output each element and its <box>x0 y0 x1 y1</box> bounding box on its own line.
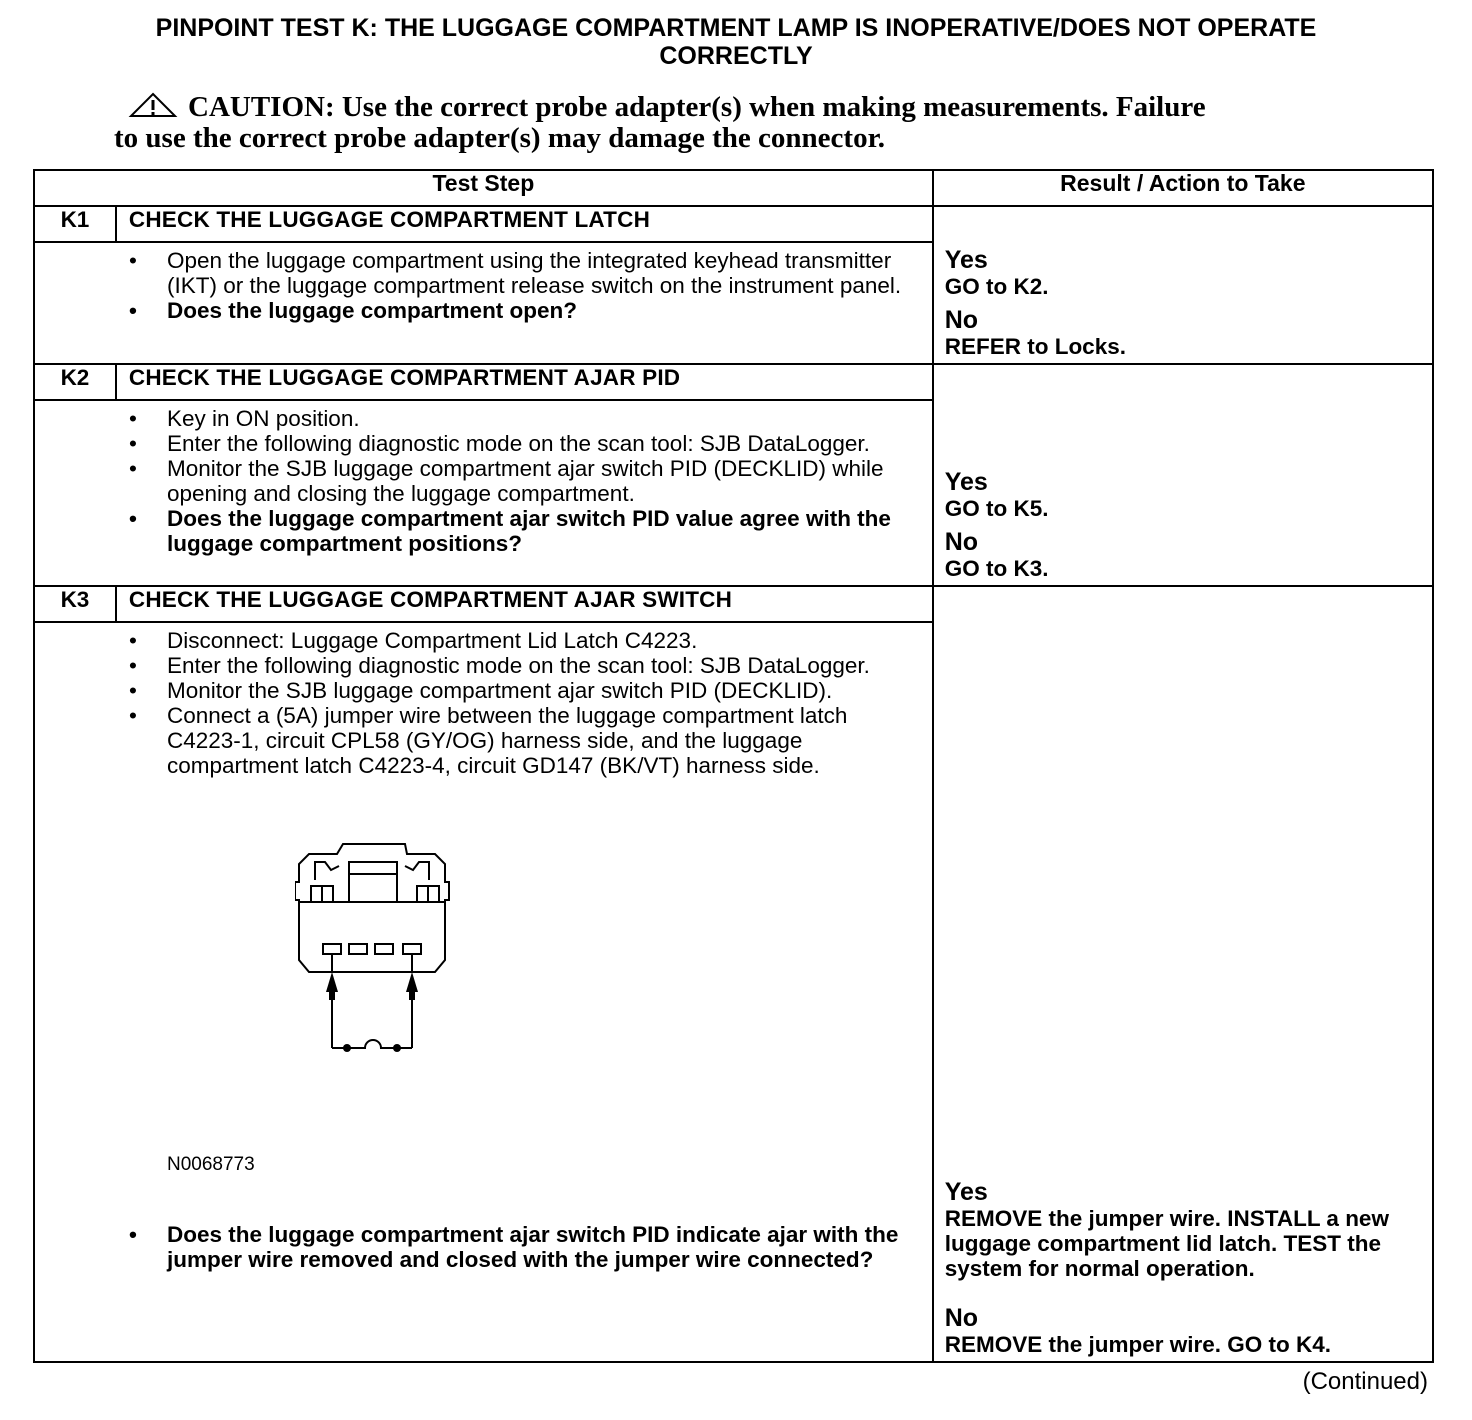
step-question: • Does the luggage compartment ajar switch PID indicate ajar with the jumper wire removed and closed with the jumper wire connected? <box>35 1222 912 1272</box>
result-cell-k3 <box>933 586 1433 1362</box>
step-list <box>35 623 932 782</box>
step-title: CHECK THE LUGGAGE COMPARTMENT AJAR PID <box>116 364 933 400</box>
step-id: K1 <box>34 206 116 242</box>
page-title <box>40 14 1432 70</box>
step-question: • Does the luggage compartment ajar switch PID value agree with the luggage compartment positions? <box>35 506 912 556</box>
caution-line-1: CAUTION: Use the correct probe adapter(s) when making measurements. Failure <box>188 91 1206 123</box>
result-cell-k2 <box>933 364 1433 586</box>
warning-triangle-icon <box>128 92 178 118</box>
result-yes-label: Yes <box>944 468 988 496</box>
list-item: • Monitor the SJB luggage compartment ajar switch PID (DECKLID) while opening and closing the luggage compartment. <box>35 456 912 506</box>
step-id: K3 <box>34 586 116 622</box>
list-item: • Open the luggage compartment using the integrated keyhead transmitter (IKT) or the luggage compartment release switch on the instrument panel. <box>35 248 912 298</box>
step-question: • Does the luggage compartment open? <box>35 298 912 323</box>
connector-figure <box>35 782 932 1222</box>
result-yes-label: Yes <box>944 246 988 274</box>
list-item: • Connect a (5A) jumper wire between the luggage compartment latch C4223-1, circuit CPL58 (GY/OG) harness side, and the luggage compartment latch C4223-4, circuit GD147 (BK/VT) harness side. <box>35 703 912 778</box>
list-item: • Key in ON position. <box>35 406 912 431</box>
step-title: CHECK THE LUGGAGE COMPARTMENT LATCH <box>116 206 933 242</box>
caution-notice <box>114 92 1334 154</box>
result-yes-label: Yes <box>944 1178 988 1206</box>
result-cell-k1 <box>933 206 1433 364</box>
pinpoint-test-table <box>33 169 1434 1363</box>
caution-line-2: to use the correct probe adapter(s) may damage the connector. <box>114 122 886 154</box>
step-list <box>35 243 932 327</box>
figure-id: N0068773 <box>167 1154 255 1175</box>
step-row-k1 <box>34 206 1433 242</box>
result-no-action: GO to K3. <box>944 556 1049 581</box>
list-item: • Monitor the SJB luggage compartment ajar switch PID (DECKLID). <box>35 678 912 703</box>
title-line-2: CORRECTLY <box>659 42 813 70</box>
result-yes-action: REMOVE the jumper wire. INSTALL a new luggage compartment lid latch. TEST the system for normal operation. <box>944 1206 1389 1281</box>
list-item: • Enter the following diagnostic mode on the scan tool: SJB DataLogger. <box>35 653 912 678</box>
table-header-row <box>34 170 1433 206</box>
step-list <box>35 401 932 560</box>
result-no-label: No <box>944 1304 979 1332</box>
title-line-1: PINPOINT TEST K: THE LUGGAGE COMPARTMENT LAMP IS INOPERATIVE/DOES NOT OPERATE <box>155 14 1317 42</box>
list-item: • Disconnect: Luggage Compartment Lid Latch C4223. <box>35 628 912 653</box>
result-no-action: REMOVE the jumper wire. GO to K4. <box>944 1332 1332 1357</box>
connector-jumper-diagram <box>295 840 470 1080</box>
result-yes-action: GO to K2. <box>944 274 1049 299</box>
result-no-label: No <box>944 528 979 556</box>
result-no-label: No <box>944 306 979 334</box>
result-no-action: REFER to Locks. <box>944 334 1126 359</box>
step-title: CHECK THE LUGGAGE COMPARTMENT AJAR SWITCH <box>116 586 933 622</box>
step-row-k2 <box>34 364 1433 400</box>
step-row-k3 <box>34 586 1433 622</box>
header-test-step: Test Step <box>34 170 933 206</box>
continued-label: (Continued) <box>1302 1368 1428 1395</box>
result-yes-action: GO to K5. <box>944 496 1049 521</box>
list-item: • Enter the following diagnostic mode on the scan tool: SJB DataLogger. <box>35 431 912 456</box>
step-question-list <box>35 1222 932 1276</box>
header-result-action: Result / Action to Take <box>933 170 1433 206</box>
step-id: K2 <box>34 364 116 400</box>
